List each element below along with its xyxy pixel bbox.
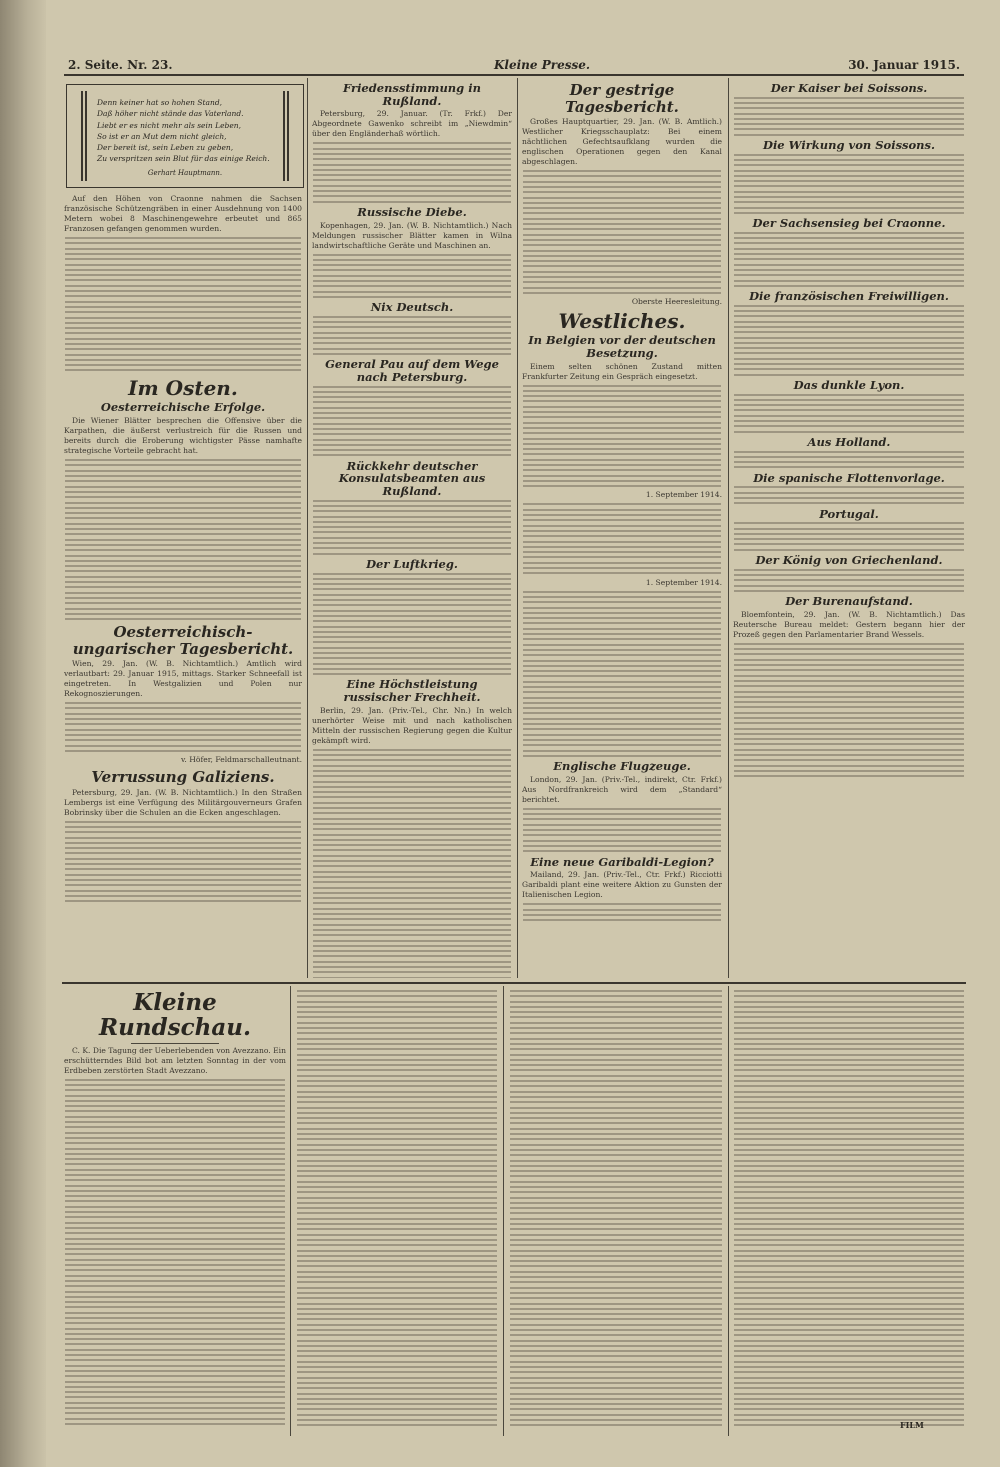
header-masthead: Kleine Presse. <box>494 58 591 72</box>
column-3 <box>522 80 722 978</box>
film-stamp: FILM <box>900 1420 924 1430</box>
poem-author: Gerhart Hauptmann. <box>147 168 223 177</box>
page-header <box>64 56 964 76</box>
poem-line: Denn keiner hat so hohen Stand, <box>97 98 223 107</box>
article-heading: Verrussung Galiziens. <box>91 768 275 787</box>
article-heading: Der Kaiser bei Soissons. <box>770 81 928 95</box>
poem-line: Liebt er es nicht mehr als sein Leben, <box>97 120 241 130</box>
column-rule <box>503 986 504 1436</box>
column-rule <box>517 78 518 978</box>
bottom-column-4 <box>733 990 965 1428</box>
poem-line: Daß höher nicht stände das Vaterland. <box>97 109 244 119</box>
article-text: Die Wiener Blätter besprechen die Offensive über die Karpathen, die äußerst verlustreich für die Russen und bereits durch die Eroberung wichtigster Pässe namhafte strategische Vorteile gebracht hat. <box>64 416 302 456</box>
column-2 <box>312 80 512 978</box>
article-heading: Russische Diebe. <box>357 204 467 219</box>
article-heading: Aus Holland. <box>807 434 891 449</box>
article-heading: Englische Flugzeuge. <box>553 759 691 774</box>
column-rule <box>290 986 291 1436</box>
article-heading: Die Wirkung von Soissons. <box>762 138 936 153</box>
section-heading: Kleine Rundschau. <box>99 989 251 1042</box>
article-text: Petersburg, 29. Januar. (Tr. Frkf.) Der Abgeordnete Gawenko schreibt im „Niewdmin“ über den Engländerhaß wörtlich. <box>312 109 512 139</box>
article-heading: In Belgien vor der deutschen Besetzung. <box>528 333 716 360</box>
article-text: Kopenhagen, 29. Jan. (W. B. Nichtamtlich.) Nach Meldungen russischer Blätter kamen in Wilna landwirtschaftliche Geräte und Maschinen an. <box>312 220 512 250</box>
article-heading: Portugal. <box>819 506 879 521</box>
article-text: London, 29. Jan. (Priv.-Tel., indirekt, Ctr. Frkf.) Aus Nordfrankreich wird dem „Standard“ berichtet. <box>522 774 722 804</box>
header-date: 30. Januar 1915. <box>848 58 960 72</box>
article-heading: Die spanische Flottenvorlage. <box>753 470 945 485</box>
article-text: Wien, 29. Jan. (W. B. Nichtamtlich.) Amtlich wird verlautbart: 29. Januar 1915, mittags. Starker Schneefall ist eingetreten. In Westgalizien und Polen nur Rekognoszierungen. <box>64 659 302 699</box>
article-text: Großes Hauptquartier, 29. Jan. (W. B. Amtlich.) Westlicher Kriegsschauplatz: Bei einem nächtlichen Gefechtsaufklang wurden die englischen Operationen gegen den Kanal abgeschlagen. <box>522 117 722 167</box>
section-heading: Westliches. <box>558 309 686 334</box>
column-rule <box>728 986 729 1436</box>
article-heading: Eine neue Garibaldi-Legion? <box>530 854 714 869</box>
article-heading: Der Burenaufstand. <box>785 594 913 609</box>
column-rule <box>728 78 729 978</box>
column-4 <box>733 80 965 978</box>
bottom-column-1 <box>64 988 286 1428</box>
article-heading: Eine Höchstleistung russischer Frechheit. <box>343 677 481 705</box>
bottom-column-2 <box>296 990 498 1428</box>
article-heading: Nix Deutsch. <box>370 300 454 315</box>
poem-line: So ist er an Mut dem nicht gleich, <box>97 131 227 141</box>
header-page-number: 2. Seite. Nr. 23. <box>68 58 173 72</box>
article-heading: Der Luftkrieg. <box>366 556 458 571</box>
poem-box <box>66 84 304 188</box>
article-heading: Rückkehr deutscher Konsulatsbeamten aus Rußland. <box>338 458 486 498</box>
article-heading: Die französischen Freiwilligen. <box>749 289 949 304</box>
article-text: C. K. Die Tagung der Ueberlebenden von Avezzano. Ein erschütterndes Bild bot am letzten Sonntag in der vom Erdbeben zerstörten Stadt Avezzano. <box>64 1045 286 1075</box>
bottom-column-3 <box>509 990 723 1428</box>
article-text: Einem selten schönen Zustand mitten Frankfurter Zeitung ein Gespräch eingesetzt. <box>522 361 722 381</box>
poem-line: Zu verspritzen sein Blut für das einige Reich. <box>97 154 270 164</box>
article-text: Mailand, 29. Jan. (Priv.-Tel., Ctr. Frkf.) Ricciotti Garibaldi plant eine weitere Aktion zu Gunsten der Italienischen Legion. <box>522 870 722 900</box>
section-rule <box>62 982 966 984</box>
article-heading: Das dunkle Lyon. <box>793 377 905 392</box>
column-rule <box>307 78 308 978</box>
article-text: Bloemfontein, 29. Jan. (W. B. Nichtamtlich.) Das Reutersche Bureau meldet: Gestern begann hier der Prozeß gegen den Parlamentarier Brand Wessels. <box>733 609 965 639</box>
article-heading: General Pau auf dem Wege nach Petersburg. <box>325 357 499 384</box>
article-heading: Der König von Griechenland. <box>755 553 943 568</box>
column-1 <box>64 194 302 978</box>
date-line: 1. September 1914. <box>645 490 722 500</box>
article-heading: Oesterreichische Erfolge. <box>100 400 266 415</box>
article-text: Auf den Höhen von Craonne nahmen die Sachsen französische Schützengräben in einer Ausdehnung von 1400 Metern wobei 8 Maschinengewehre erbeutet und 865 Franzosen gefangen genommen wurden. <box>64 194 302 234</box>
signature: Oberste Heeresleitung. <box>631 297 722 307</box>
date-line: 1. September 1914. <box>645 577 722 587</box>
article-heading: Friedensstimmung in Rußland. <box>343 81 481 108</box>
signature: v. Höfer, Feldmarschalleutnant. <box>181 755 302 765</box>
article-heading: Der Sachsensieg bei Craonne. <box>752 216 946 231</box>
article-text: Petersburg, 29. Jan. (W. B. Nichtamtlich.) In den Straßen Lembergs ist eine Verfügung des Militärgouverneurs Grafen Bobrinsky über die Schulen an die Ecken angeschlagen. <box>64 787 302 817</box>
article-heading: Der gestrige Tagesbericht. <box>565 81 679 116</box>
poem-line: Der bereit ist, sein Leben zu geben, <box>97 143 234 152</box>
article-text: Berlin, 29. Jan. (Priv.-Tel., Chr. Nn.) In welch unerhörter Weise mit und nach katholischen Mitteln der russischen Regierung gegen die Kultur gekämpft wird. <box>312 705 512 745</box>
section-heading: Im Osten. <box>128 376 238 401</box>
article-heading: Oesterreichisch-ungarischer Tagesbericht. <box>72 623 294 658</box>
